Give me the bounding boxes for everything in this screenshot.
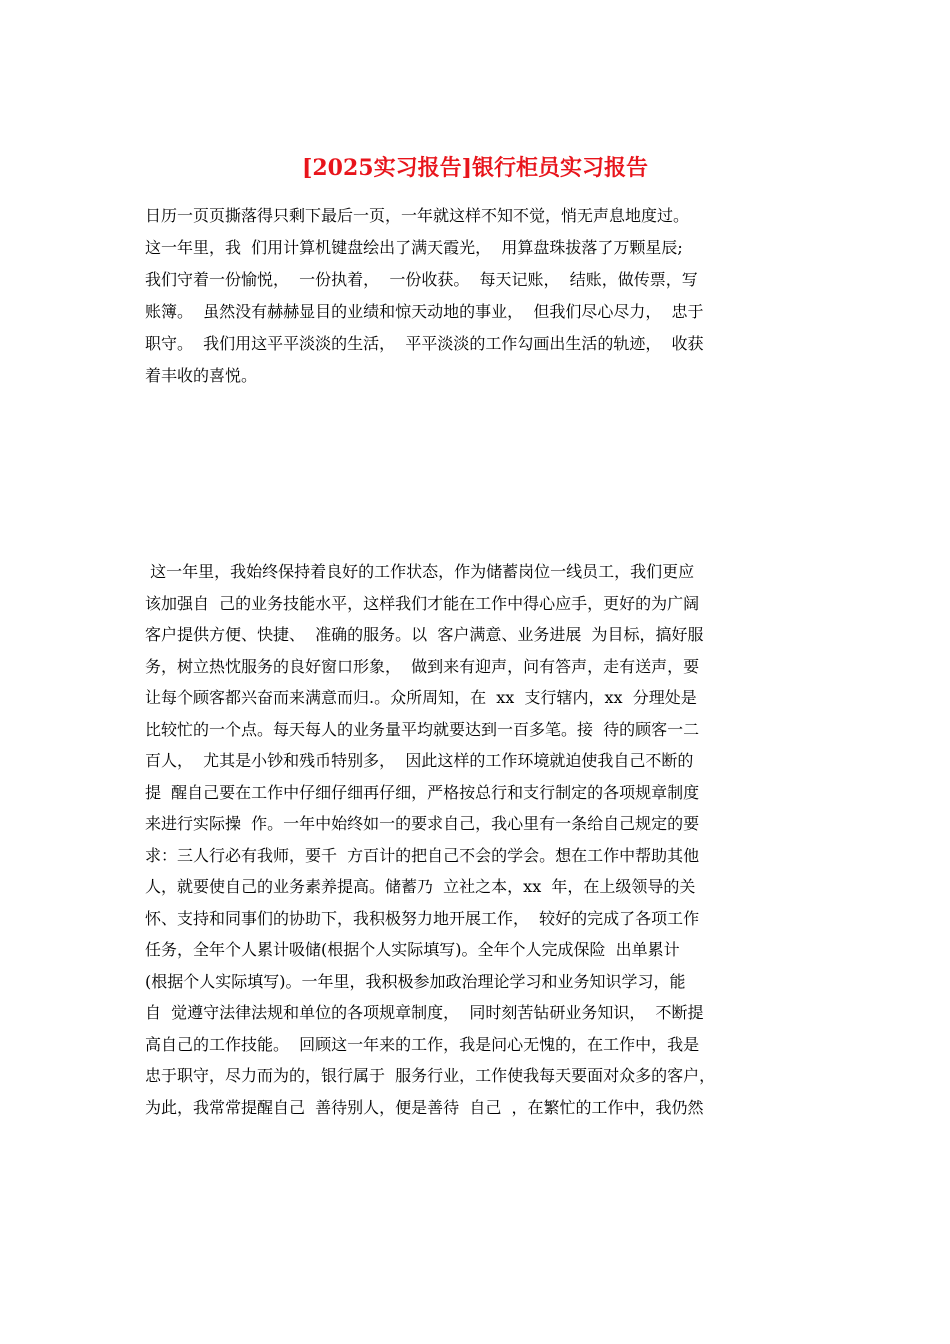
text-line: 来进行实际操 作。一年中始终如一的要求自己，我心里有一条给自己规定的要	[145, 814, 700, 833]
text-line: 提 醒自己要在工作中仔细仔细再仔细，严格按总行和支行制定的各项规章制度	[145, 782, 700, 802]
text-line: 务，树立热忱服务的良好窗口形象， 做到来有迎声，问有答声，走有送声，要	[145, 656, 700, 676]
text-line: 这一年里，我 们用计算机键盘绘出了满天霞光， 用算盘珠拔落了万颗星辰;	[145, 238, 683, 257]
text-line: 怀、支持和同事们的协助下，我积极努力地开展工作， 较好的完成了各项工作	[145, 908, 700, 928]
document-title: [2025实习报告]银行柜员实习报告	[301, 155, 649, 181]
text-line: 自 觉遵守法律法规和单位的各项规章制度， 同时刻苦钻研业务知识， 不断提	[145, 1003, 704, 1022]
paragraph-2	[145, 556, 820, 1123]
text-line: 客户提供方便、快捷、 准确的服务。以 客户满意、业务进展 为目标，搞好服	[145, 625, 704, 644]
text-line: 日历一页页撕落得只剩下最后一页，一年就这样不知不觉，悄无声息地度过。	[145, 206, 690, 225]
text-line: 这一年里，我始终保持着良好的工作状态，作为储蓄岗位一线员工，我们更应	[145, 562, 695, 581]
text-line: 忠于职守，尽力而为的，银行属于 服务行业，工作使我每天要面对众多的客户，	[145, 1066, 716, 1085]
text-line: (根据个人实际填写)。一年里，我积极参加政治理论学习和业务知识学习，能	[145, 971, 686, 991]
text-line: 我们守着一份愉悦， 一份执着， 一份收获。 每天记账， 结账，做传票，写	[145, 270, 698, 289]
text-line: 该加强自 己的业务技能水平，这样我们才能在工作中得心应手，更好的为广阔	[145, 593, 700, 613]
text-line: 百人， 尤其是小钞和残币特别多， 因此这样的工作环境就迫使我自己不断的	[145, 751, 694, 770]
text-line: 任务，全年个人累计吸储(根据个人实际填写)。全年个人完成保险 出单累计	[145, 940, 680, 959]
text-line: 账簿。 虽然没有赫赫显目的业绩和惊天动地的事业， 但我们尽心尽力， 忠于	[145, 302, 704, 321]
text-line: 职守。 我们用这平平淡淡的生活， 平平淡淡的工作勾画出生活的轨迹， 收获	[145, 334, 704, 353]
text-line: 为此，我常常提醒自己 善待别人，便是善待 自己 ，在繁忙的工作中，我仍然	[145, 1097, 704, 1117]
text-line: 比较忙的一个点。每天每人的业务量平均就要达到一百多笔。接 待的顾客一二	[145, 719, 700, 739]
paragraph-1	[145, 200, 820, 392]
text-line: 高自己的工作技能。 回顾这一年来的工作，我是问心无愧的，在工作中，我是	[145, 1034, 700, 1054]
text-line: 着丰收的喜悦。	[145, 366, 258, 385]
text-line: 让每个顾客都兴奋而来满意而归.。众所周知，在 xx 支行辖内，xx 分理处是	[145, 688, 697, 707]
text-line: 求：三人行必有我师，要千 方百计的把自己不会的学会。想在工作中帮助其他	[145, 845, 700, 865]
text-line: 人，就要使自己的业务素养提高。储蓄乃 立社之本，xx 年，在上级领导的关	[145, 877, 696, 896]
